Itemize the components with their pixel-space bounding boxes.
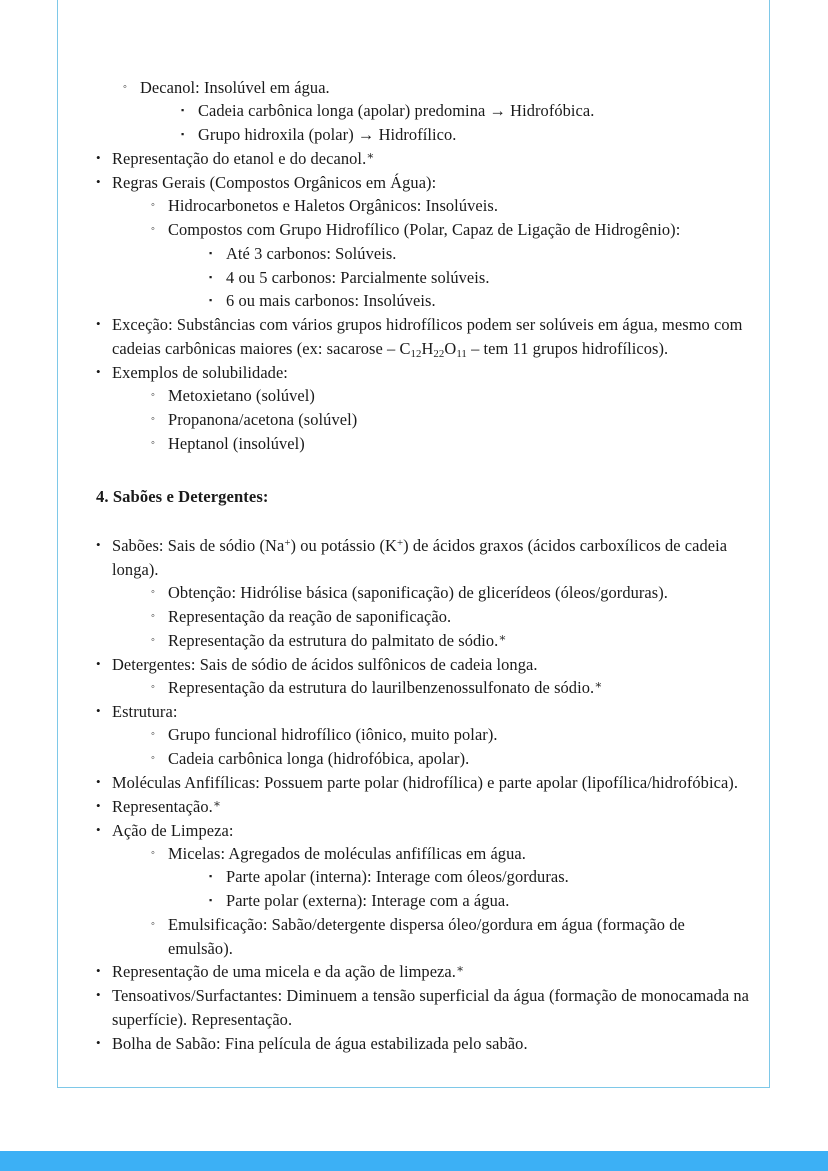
bullet-level-2-icon: ◦ — [151, 918, 155, 931]
outline-item — [84, 700, 752, 771]
bullet-level-1-icon: • — [96, 773, 101, 789]
bullet-level-2-icon: ◦ — [151, 412, 155, 425]
bullet-level-2-icon: ◦ — [151, 585, 155, 598]
bullet-level-2-icon: ◦ — [151, 609, 155, 622]
outline-item-text: Representação da reação de saponificação. — [168, 606, 452, 626]
outline-level-2 — [142, 384, 752, 455]
outline-item-text: Grupo hidroxila (polar) → Hidrofílico. — [198, 125, 457, 145]
outline-item — [200, 242, 752, 265]
bullet-level-1-icon: • — [96, 537, 101, 553]
outline-item — [200, 889, 752, 912]
bullet-level-1-icon: • — [96, 363, 101, 379]
bullet-level-3-icon: ▪ — [209, 271, 213, 282]
document-content — [84, 76, 752, 1055]
outline-item-text: Bolha de Sabão: Fina película de água estabilizada pelo sabão. — [112, 1033, 528, 1053]
bullet-level-1-icon: • — [96, 797, 101, 813]
outline-item — [172, 99, 752, 122]
outline-item-text: Representação.∗ — [112, 796, 221, 816]
bullet-level-2-icon: ◦ — [151, 633, 155, 646]
outline-item-text: Ação de Limpeza: — [112, 820, 234, 840]
bullet-level-3-icon: ▪ — [209, 247, 213, 258]
outline-item — [84, 1032, 752, 1055]
outline-item — [84, 361, 752, 456]
footnote-asterisk-marker: ∗ — [455, 961, 465, 976]
outline-item-text: Micelas: Agregados de moléculas anfifílicas em água. — [168, 844, 526, 864]
outline-item — [84, 534, 752, 652]
outline-level-2 — [142, 194, 752, 312]
bullet-level-1-icon: • — [96, 963, 101, 979]
bullet-level-2-icon: ◦ — [151, 388, 155, 401]
bottom-accent-bar — [0, 1151, 828, 1171]
outline-item — [84, 171, 752, 313]
outline-item — [142, 913, 752, 960]
outline-level-3 — [200, 242, 752, 313]
outline-level-2 — [142, 581, 752, 652]
outline-level-2 — [114, 76, 752, 147]
outline-item — [84, 984, 752, 1031]
outline-item — [114, 76, 752, 147]
bullet-level-2-icon: ◦ — [151, 199, 155, 212]
outline-item — [142, 605, 752, 628]
outline-item-text: Cadeia carbônica longa (hidrofóbica, apolar). — [168, 749, 470, 769]
outline-level-2 — [142, 723, 752, 770]
outline-item-text: Representação de uma micela e da ação de limpeza.∗ — [112, 961, 465, 982]
footnote-asterisk-marker: ∗ — [594, 677, 603, 692]
outline-item — [142, 676, 752, 699]
outline-item — [84, 313, 752, 360]
bullet-level-1-icon: • — [96, 821, 101, 837]
outline-item — [142, 218, 752, 313]
outline-item-text: Decanol: Insolúvel em água. — [140, 78, 330, 97]
outline-item-text: Grupo funcional hidrofílico (iônico, muito polar). — [168, 725, 498, 745]
outline-item-text: Obtenção: Hidrólise básica (saponificação) de glicerídeos (óleos/gorduras). — [168, 582, 668, 602]
bullet-level-3-icon: ▪ — [209, 295, 213, 306]
outline-item — [172, 123, 752, 146]
outline-item — [200, 266, 752, 289]
outline-level-3 — [172, 99, 752, 146]
outline-item — [142, 747, 752, 770]
outline-item-text: Metoxietano (solúvel) — [168, 385, 315, 405]
outline-item-text: Parte polar (externa): Interage com a água. — [226, 891, 510, 911]
outline-item-text: Exceção: Substâncias com vários grupos hidrofílicos podem ser solúveis em água, mesmo com cadeias carbônicas maiores (ex: sacarose – $C_{12}H_{22}O_{11}$ – tem 11 grupos hidrofílicos). — [112, 315, 743, 360]
bullet-level-2-icon: ◦ — [151, 223, 155, 236]
outline-item — [84, 819, 752, 960]
bullet-level-1-icon: • — [96, 702, 101, 718]
outline-level-2 — [142, 842, 752, 960]
bullet-level-3-icon: ▪ — [209, 895, 213, 906]
outline-item — [142, 723, 752, 746]
bullet-level-3-icon: ▪ — [181, 129, 185, 140]
outline-item-text: Exemplos de solubilidade: — [112, 362, 288, 382]
bullet-level-2-icon: ◦ — [151, 752, 155, 765]
outline-item-text: 6 ou mais carbonos: Insolúveis. — [226, 291, 436, 311]
outline-item-text: Tensoativos/Surfactantes: Diminuem a tensão superficial da água (formação de monocamada na superfície). Representação. — [112, 986, 750, 1029]
outline-item-text: Regras Gerais (Compostos Orgânicos em Água): — [112, 173, 437, 192]
outline-item — [142, 384, 752, 407]
outline-level-1 — [84, 76, 752, 455]
bullet-level-1-icon: • — [96, 174, 101, 189]
outline-item-text: Detergentes: Sais de sódio de ácidos sulfônicos de cadeia longa. — [112, 654, 538, 674]
outline-item-text: Propanona/acetona (solúvel) — [168, 409, 358, 429]
outline-item-text: Compostos com Grupo Hidrofílico (Polar, Capaz de Ligação de Hidrogênio): — [168, 220, 681, 240]
bullet-level-2-icon: ◦ — [151, 847, 155, 860]
bullet-level-1-icon: • — [96, 987, 101, 1003]
outline-item-text: Emulsificação: Sabão/detergente dispersa óleo/gordura em água (formação de emulsão). — [168, 915, 685, 958]
outline-item-text: 4 ou 5 carbonos: Parcialmente solúveis. — [226, 267, 490, 287]
outline-item-text: Parte apolar (interna): Interage com óleos/gorduras. — [226, 867, 569, 887]
outline-item-text: Moléculas Anfifílicas: Possuem parte polar (hidrofílica) e parte apolar (lipofílica/hidrofóbica). — [112, 772, 739, 792]
outline-item-text: Cadeia carbônica longa (apolar) predomina → Hidrofóbica. — [198, 101, 595, 121]
document-page — [57, 0, 770, 1088]
bullet-level-1-icon: • — [96, 316, 101, 332]
outline-item — [200, 289, 752, 312]
outline-item — [142, 629, 752, 652]
footnote-asterisk-marker: ∗ — [212, 796, 221, 811]
footnote-asterisk-marker: ∗ — [366, 148, 375, 163]
outline-item-text: Heptanol (insolúvel) — [168, 433, 305, 453]
bullet-level-2-icon: ◦ — [151, 728, 155, 741]
outline-level-2 — [142, 676, 752, 699]
outline-item-text: Representação da estrutura do palmitato de sódio.∗ — [168, 630, 507, 650]
outline-item — [142, 194, 752, 217]
footnote-asterisk-marker: ∗ — [498, 630, 507, 644]
outline-item-text: Representação do etanol e do decanol.∗ — [112, 148, 375, 169]
outline-item-text: Até 3 carbonos: Solúveis. — [226, 243, 397, 263]
outline-item-text: Sabões: Sais de sódio (Na+) ou potássio (K+) de ácidos graxos (ácidos carboxílicos de cadeia longa). — [112, 536, 728, 579]
outline-item — [84, 653, 752, 700]
outline-item-text: Representação da estrutura do lauril​benzenossulfonato de sódio.∗ — [168, 677, 603, 697]
bullet-level-2-icon: ◦ — [151, 436, 155, 449]
outline-item — [84, 771, 752, 794]
outline-item — [84, 147, 752, 170]
outline-item — [142, 432, 752, 455]
outline-level-1 — [84, 534, 752, 1055]
bullet-level-3-icon: ▪ — [209, 871, 213, 882]
outline-item — [142, 842, 752, 913]
outline-list-root — [84, 76, 752, 1055]
outline-item — [84, 795, 752, 818]
outline-item-text: Estrutura: — [112, 701, 178, 721]
outline-item — [84, 960, 752, 983]
outline-item — [142, 581, 752, 604]
outline-item — [200, 865, 752, 888]
bullet-level-2-icon: ◦ — [123, 81, 127, 93]
bullet-level-1-icon: • — [96, 655, 101, 671]
section-heading: 4. Sabões e Detergentes: — [96, 487, 269, 506]
bullet-level-2-icon: ◦ — [151, 680, 155, 693]
outline-item-text: Hidrocarbonetos e Haletos Orgânicos: Insolúveis. — [168, 196, 499, 216]
outline-item — [142, 408, 752, 431]
bullet-level-1-icon: • — [96, 1034, 101, 1050]
outline-level-3 — [200, 865, 752, 912]
bullet-level-1-icon: • — [96, 150, 101, 166]
bullet-level-3-icon: ▪ — [181, 105, 185, 116]
